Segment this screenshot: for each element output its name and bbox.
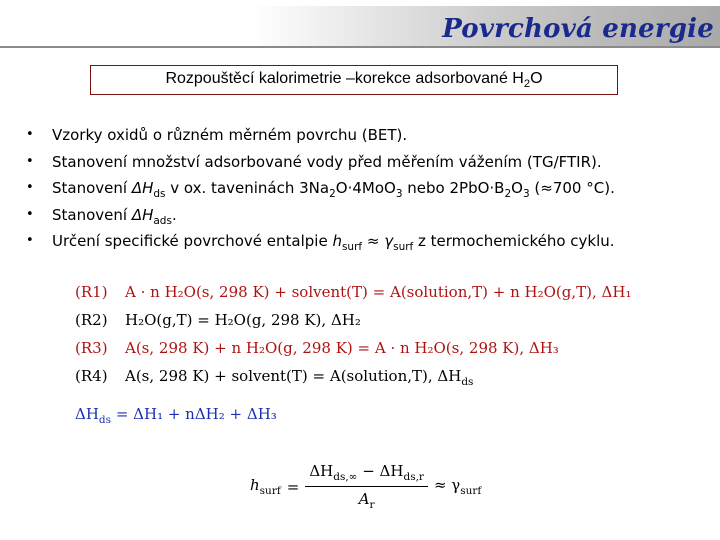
- formula-lhs: $h_{surf}$: [250, 476, 281, 497]
- title-bar: [0, 6, 720, 48]
- bullet-item: • Určení specifické povrchové entalpie $h_{surf} \approx \gamma_{surf}$ z termochemického cyklu.: [26, 228, 716, 255]
- bullet-dot-icon: •: [26, 206, 34, 222]
- equation-sum: $\Delta H_{ds} = \Delta H_1 + n\Delta H_2 + \Delta H_3$: [75, 405, 277, 426]
- formula-numerator: $\Delta H_{ds,\infty} - \Delta H_{ds,r}$: [305, 462, 428, 487]
- bullet-dot-icon: •: [26, 233, 34, 248]
- bullet-dot-icon: •: [26, 180, 34, 195]
- subtitle-text: Rozpouštěcí kalorimetrie –korekce adsorbované $H_2O$: [165, 69, 543, 91]
- equation-r2: (R2) H₂O(g,T) = H₂O(g, 298 K), ΔH₂: [75, 311, 361, 329]
- surface-enthalpy-formula: [250, 462, 481, 511]
- bullet-dot-icon: •: [26, 153, 34, 169]
- bullet-item: • Stanovení $\Delta H_{ads}$.: [26, 202, 716, 229]
- formula-approx: ≈ $\gamma_{surf}$: [433, 476, 482, 497]
- equation-r1: (R1) A · n H₂O(s, 298 K) + solvent(T) = A(solution,T) + n H₂O(g,T), ΔH₁: [75, 283, 632, 301]
- formula-fraction: [305, 462, 428, 511]
- bullet-dot-icon: •: [26, 127, 34, 142]
- bullet-item: • Vzorky oxidů o různém měrném povrchu (BET).: [26, 122, 716, 149]
- formula-equals: =: [286, 477, 300, 496]
- bullet-list: [26, 122, 716, 255]
- bullet-item: • Stanovení $\Delta H_{ds}$ v ox. taveninách $3Na_2O\cdot 4MoO_3$ nebo $2PbO\cdot B_2O_3$ (≈700 °C).: [26, 175, 716, 202]
- page-title: Povrchová energie: [442, 14, 714, 44]
- equation-r3: (R3) A(s, 298 K) + n H₂O(g, 298 K) = A · n H₂O(s, 298 K), ΔH₃: [75, 339, 559, 357]
- subtitle-box: [90, 65, 618, 95]
- bullet-item: • Stanovení množství adsorbované vody před měřením vážením (TG/FTIR).: [26, 149, 716, 176]
- formula-denominator: $A_r$: [358, 490, 375, 511]
- equation-r4: (R4) A(s, 298 K) + solvent(T) = A(solution,T), $\Delta H_{ds}$: [75, 367, 474, 388]
